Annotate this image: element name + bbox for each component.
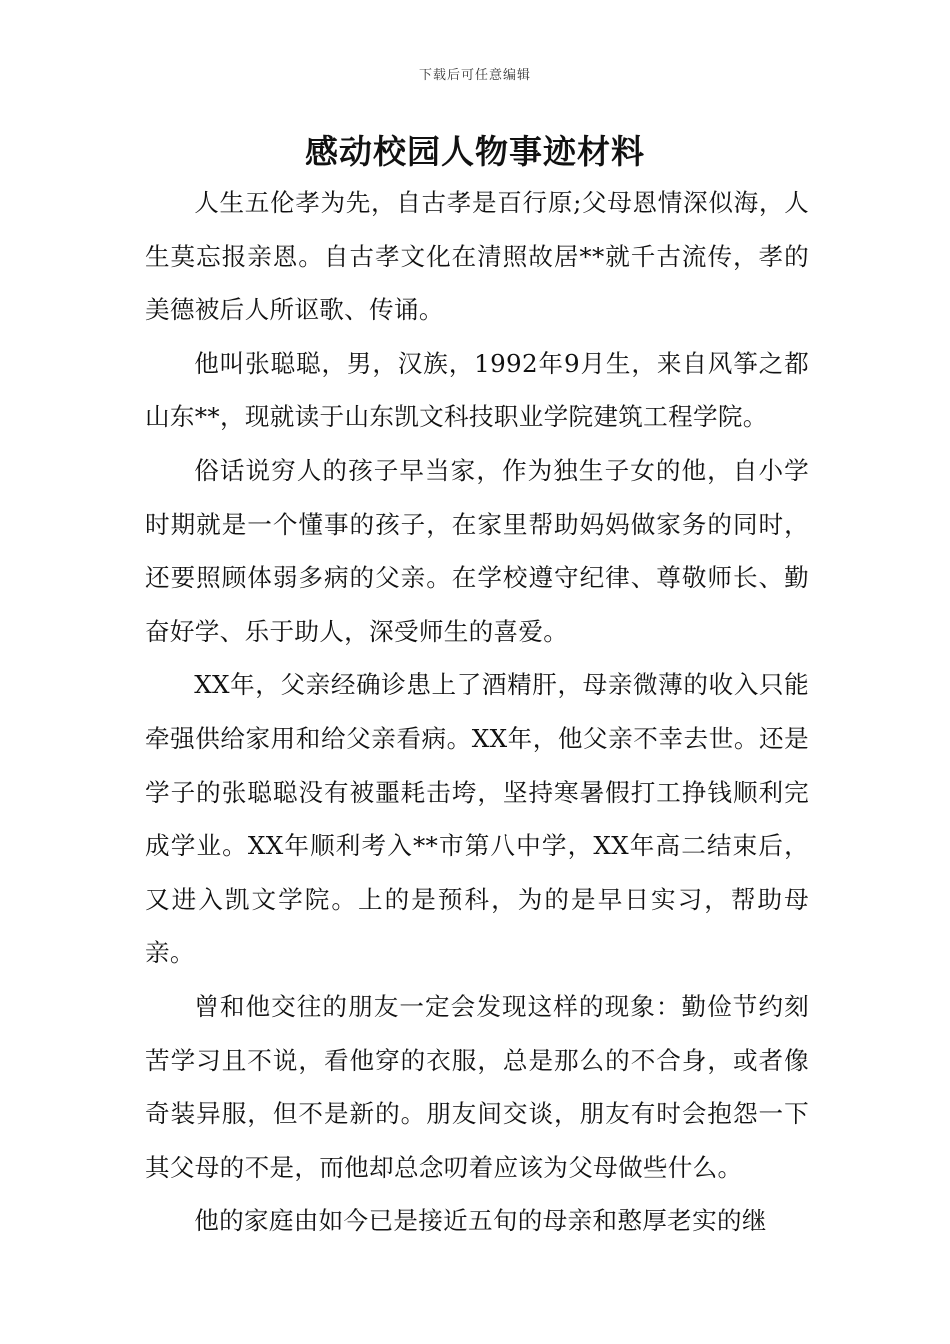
paragraph: 俗话说穷人的孩子早当家，作为独生子女的他，自小学时期就是一个懂事的孩子，在家里帮助妈妈做家务的同时，还要照顾体弱多病的父亲。在学校遵守纪律、尊敬师长、勤奋好学、乐于助人，深受师生的喜爱。: [145, 455, 809, 646]
paragraph: 他的家庭由如今已是接近五旬的母亲和憨厚老实的继: [194, 1206, 767, 1236]
paragraph: 他叫张聪聪，男，汉族，1992年9月生，来自风筝之都山东**，现就读于山东凯文科技职业学院建筑工程学院。: [145, 348, 809, 432]
document-body: [145, 176, 809, 1248]
paragraph: 曾和他交往的朋友一定会发现这样的现象：勤俭节约刻苦学习且不说，看他穿的衣服，总是那么的不合身，或者像奇装异服，但不是新的。朋友间交谈，朋友有时会抱怨一下其父母的不是，而他却总念叨着应该为父母做些什么。: [145, 991, 809, 1182]
paragraph: 人生五伦孝为先，自古孝是百行原;父母恩情深似海，人生莫忘报亲恩。自古孝文化在清照故居**就千古流传，孝的美德被后人所讴歌、传诵。: [145, 188, 809, 325]
paragraph: XX年，父亲经确诊患上了酒精肝，母亲微薄的收入只能牵强供给家用和给父亲看病。XX年，他父亲不幸去世。还是学子的张聪聪没有被噩耗击垮，坚持寒暑假打工挣钱顺利完成学业。XX年顺利考入**市第八中学，XX年高二结束后，又进入凯文学院。上的是预科，为的是早日实习，帮助母亲。: [145, 670, 809, 968]
document-title: 感动校园人物事迹材料: [305, 132, 645, 171]
header-note: 下载后可任意编辑: [418, 68, 531, 83]
